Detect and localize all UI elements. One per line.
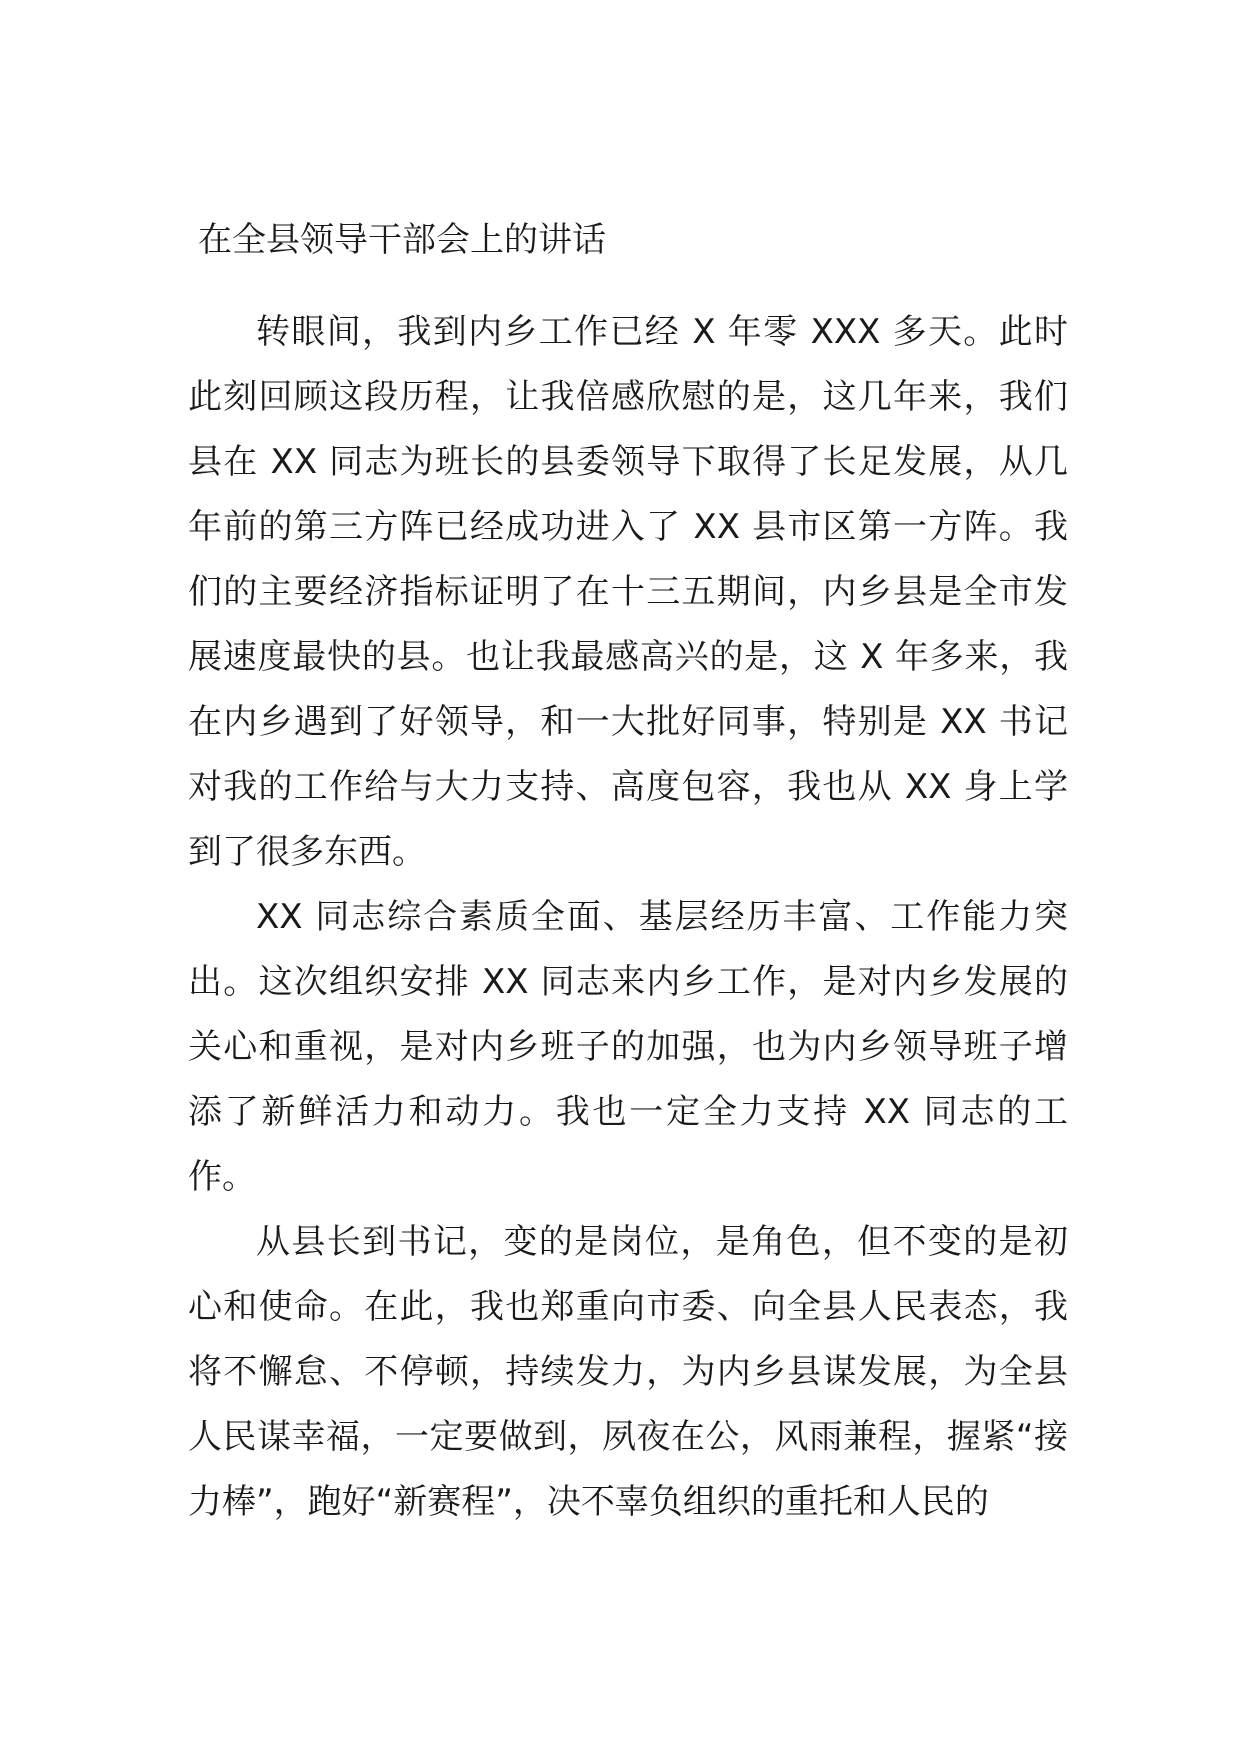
paragraph-1: 转眼间，我到内乡工作已经 X 年零 XXX 多天。此时此刻回顾这段历程，让我倍感欣慰的是，这几年来，我们县在 XX 同志为班长的县委领导下取得了长足发展，从几年前的第三方阵已经成功进入了 XX 县市区第一方阵。我们的主要经济指标证明了在十三五期间，内乡县是全市发展速度最快的县。也让我最感高兴的是，这 X 年多来，我在内乡遇到了好领导，和一大批好同事，特别是 XX 书记对我的工作给与大力支持、高度包容，我也从 XX 身上学到了很多东西。	[188, 312, 1068, 872]
paragraph-3: 从县长到书记，变的是岗位，是角色，但不变的是初心和使命。在此，我也郑重向市委、向全县人民表态，我将不懈怠、不停顿，持续发力，为内乡县谋发展，为全县人民谋幸福，一定要做到，夙夜在公，风雨兼程，握紧“接力棒”，跑好“新赛程”，决不辜负组织的重托和人民的	[188, 1222, 1068, 1522]
document-title: 在全县领导干部会上的讲话	[198, 220, 606, 260]
document-body	[188, 300, 1068, 1535]
paragraph-2: XX 同志综合素质全面、基层经历丰富、工作能力突出。这次组织安排 XX 同志来内乡工作，是对内乡发展的关心和重视，是对内乡班子的加强，也为内乡领导班子增添了新鲜活力和动力。我也一定全力支持 XX 同志的工作。	[188, 897, 1068, 1197]
